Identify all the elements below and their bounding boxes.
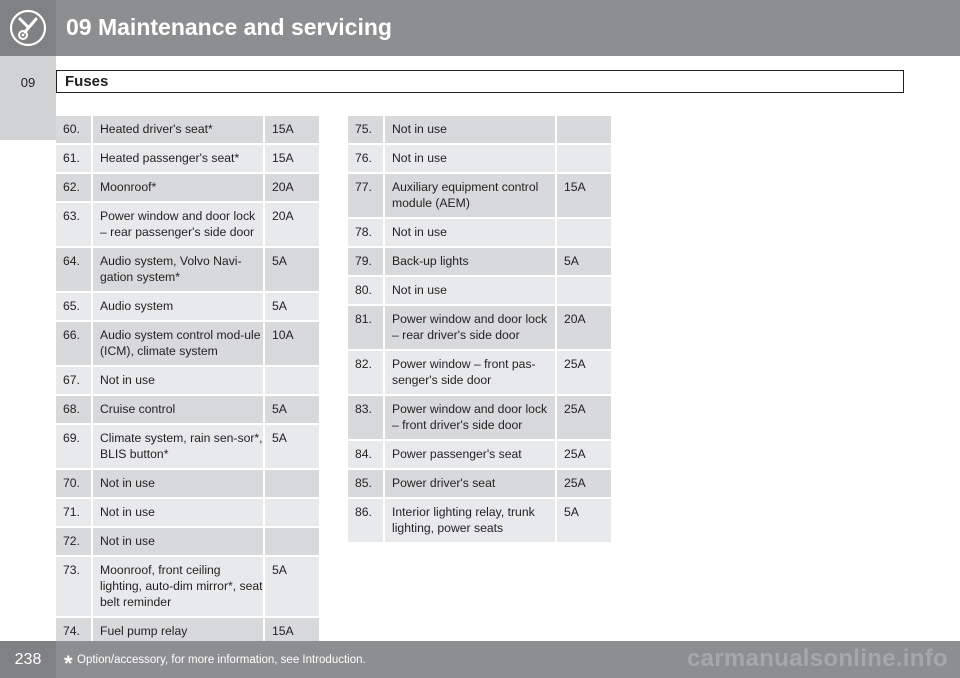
watermark: carmanualsonline.info: [686, 645, 948, 672]
fuse-amperage: 15A: [263, 116, 319, 145]
fuse-row: [348, 219, 611, 248]
fuse-amperage: 5A: [263, 293, 319, 322]
footnote-text: Option/accessory, for more information, see Introduction.: [77, 654, 366, 666]
fuse-amperage: [263, 367, 319, 396]
fuse-row: [348, 351, 611, 396]
fuse-amperage: 15A: [263, 618, 319, 647]
fuse-row: [56, 499, 319, 528]
fuse-function: Auxiliary equipment control module (AEM): [383, 174, 555, 219]
fuse-amperage: 20A: [263, 174, 319, 203]
fuse-row: [348, 470, 611, 499]
page-number: 238: [14, 651, 42, 668]
fuse-number: 61.: [56, 145, 91, 174]
fuse-number: 72.: [56, 528, 91, 557]
fuse-amperage: 20A: [555, 306, 611, 351]
fuse-row: [348, 306, 611, 351]
fuse-function: Interior lighting relay, trunk lighting, power seats: [383, 499, 555, 544]
fuse-number: 65.: [56, 293, 91, 322]
wrench-gear-icon: [8, 8, 48, 48]
fuse-function: Cruise control: [91, 396, 263, 425]
fuse-amperage: [263, 470, 319, 499]
fuse-function: Power driver's seat: [383, 470, 555, 499]
fuse-number: 75.: [348, 116, 383, 145]
fuse-function: Climate system, rain sen-sor*, BLIS button*: [91, 425, 263, 470]
fuse-amperage: [555, 219, 611, 248]
fuse-function: Not in use: [91, 528, 263, 557]
fuse-function: Fuel pump relay: [91, 618, 263, 647]
fuse-function: Back-up lights: [383, 248, 555, 277]
fuse-number: 67.: [56, 367, 91, 396]
fuse-function: Power window – front pas-senger's side door: [383, 351, 555, 396]
fuse-number: 77.: [348, 174, 383, 219]
fuse-number: 81.: [348, 306, 383, 351]
fuse-number: 79.: [348, 248, 383, 277]
fuse-number: 80.: [348, 277, 383, 306]
chapter-tab-number: 09: [20, 75, 36, 90]
footnote-marker: *: [64, 651, 73, 676]
fuse-amperage: 15A: [263, 145, 319, 174]
section-title: Fuses: [65, 73, 109, 90]
page-number-box: [0, 641, 56, 678]
chapter-title: 09 Maintenance and servicing: [66, 14, 392, 40]
fuse-row: [56, 248, 319, 293]
fuse-function: Power window and door lock – rear passenger's side door: [91, 203, 263, 248]
fuse-row: [348, 174, 611, 219]
fuse-function: Heated passenger's seat*: [91, 145, 263, 174]
fuse-amperage: 5A: [555, 248, 611, 277]
fuse-row: [348, 248, 611, 277]
fuse-row: [56, 293, 319, 322]
fuse-row: [348, 145, 611, 174]
fuse-row: [56, 367, 319, 396]
fuse-number: 82.: [348, 351, 383, 396]
fuse-row: [56, 470, 319, 499]
fuse-function: Not in use: [383, 277, 555, 306]
fuse-number: 60.: [56, 116, 91, 145]
fuse-amperage: 25A: [555, 351, 611, 396]
fuse-number: 86.: [348, 499, 383, 544]
fuse-row: [348, 277, 611, 306]
fuse-number: 63.: [56, 203, 91, 248]
fuse-amperage: 5A: [555, 499, 611, 544]
fuse-function: Not in use: [383, 145, 555, 174]
fuse-function: Not in use: [383, 219, 555, 248]
fuse-amperage: 5A: [263, 396, 319, 425]
fuse-number: 69.: [56, 425, 91, 470]
fuse-number: 71.: [56, 499, 91, 528]
page-header: [0, 0, 960, 56]
fuse-function: Audio system control mod-ule (ICM), climate system: [91, 322, 263, 367]
fuse-function: Not in use: [91, 499, 263, 528]
fuse-number: 84.: [348, 441, 383, 470]
fuse-row: [56, 425, 319, 470]
fuse-amperage: 20A: [263, 203, 319, 248]
fuse-row: [56, 203, 319, 248]
fuse-row: [56, 116, 319, 145]
fuse-function: Moonroof, front ceiling lighting, auto-dim mirror*, seat belt reminder: [91, 557, 263, 618]
chapter-icon-box: [0, 0, 56, 56]
fuse-function: Moonroof*: [91, 174, 263, 203]
fuse-amperage: [263, 499, 319, 528]
fuse-number: 85.: [348, 470, 383, 499]
fuse-row: [348, 499, 611, 544]
fuse-function: Audio system: [91, 293, 263, 322]
fuse-table-left: [56, 116, 319, 647]
fuse-row: [348, 441, 611, 470]
fuse-amperage: [263, 528, 319, 557]
fuse-number: 83.: [348, 396, 383, 441]
fuse-row: [56, 557, 319, 618]
fuse-function: Heated driver's seat*: [91, 116, 263, 145]
fuse-function: Not in use: [91, 470, 263, 499]
fuse-function: Power window and door lock – front driver's side door: [383, 396, 555, 441]
fuse-amperage: 5A: [263, 248, 319, 293]
fuse-function: Not in use: [91, 367, 263, 396]
fuse-amperage: 10A: [263, 322, 319, 367]
fuse-number: 64.: [56, 248, 91, 293]
footnote: [64, 647, 366, 676]
fuse-amperage: [555, 277, 611, 306]
fuse-function: Power window and door lock – rear driver's side door: [383, 306, 555, 351]
fuse-table-right: [348, 116, 611, 544]
fuse-row: [348, 116, 611, 145]
fuse-number: 70.: [56, 470, 91, 499]
fuse-amperage: 5A: [263, 425, 319, 470]
chapter-tab: [0, 56, 56, 140]
fuse-row: [56, 174, 319, 203]
section-title-box: [56, 70, 904, 93]
fuse-row: [56, 322, 319, 367]
fuse-amperage: 25A: [555, 470, 611, 499]
fuse-number: 74.: [56, 618, 91, 647]
fuse-number: 73.: [56, 557, 91, 618]
fuse-number: 78.: [348, 219, 383, 248]
fuse-function: Audio system, Volvo Navi-gation system*: [91, 248, 263, 293]
fuse-amperage: 15A: [555, 174, 611, 219]
fuse-number: 62.: [56, 174, 91, 203]
fuse-number: 76.: [348, 145, 383, 174]
fuse-amperage: [555, 145, 611, 174]
fuse-function: Power passenger's seat: [383, 441, 555, 470]
fuse-row: [56, 396, 319, 425]
fuse-function: Not in use: [383, 116, 555, 145]
fuse-amperage: [555, 116, 611, 145]
page-footer: [0, 641, 960, 678]
fuse-amperage: 25A: [555, 441, 611, 470]
fuse-row: [348, 396, 611, 441]
fuse-number: 68.: [56, 396, 91, 425]
fuse-amperage: 5A: [263, 557, 319, 618]
fuse-number: 66.: [56, 322, 91, 367]
fuse-row: [56, 528, 319, 557]
fuse-row: [56, 145, 319, 174]
fuse-amperage: 25A: [555, 396, 611, 441]
